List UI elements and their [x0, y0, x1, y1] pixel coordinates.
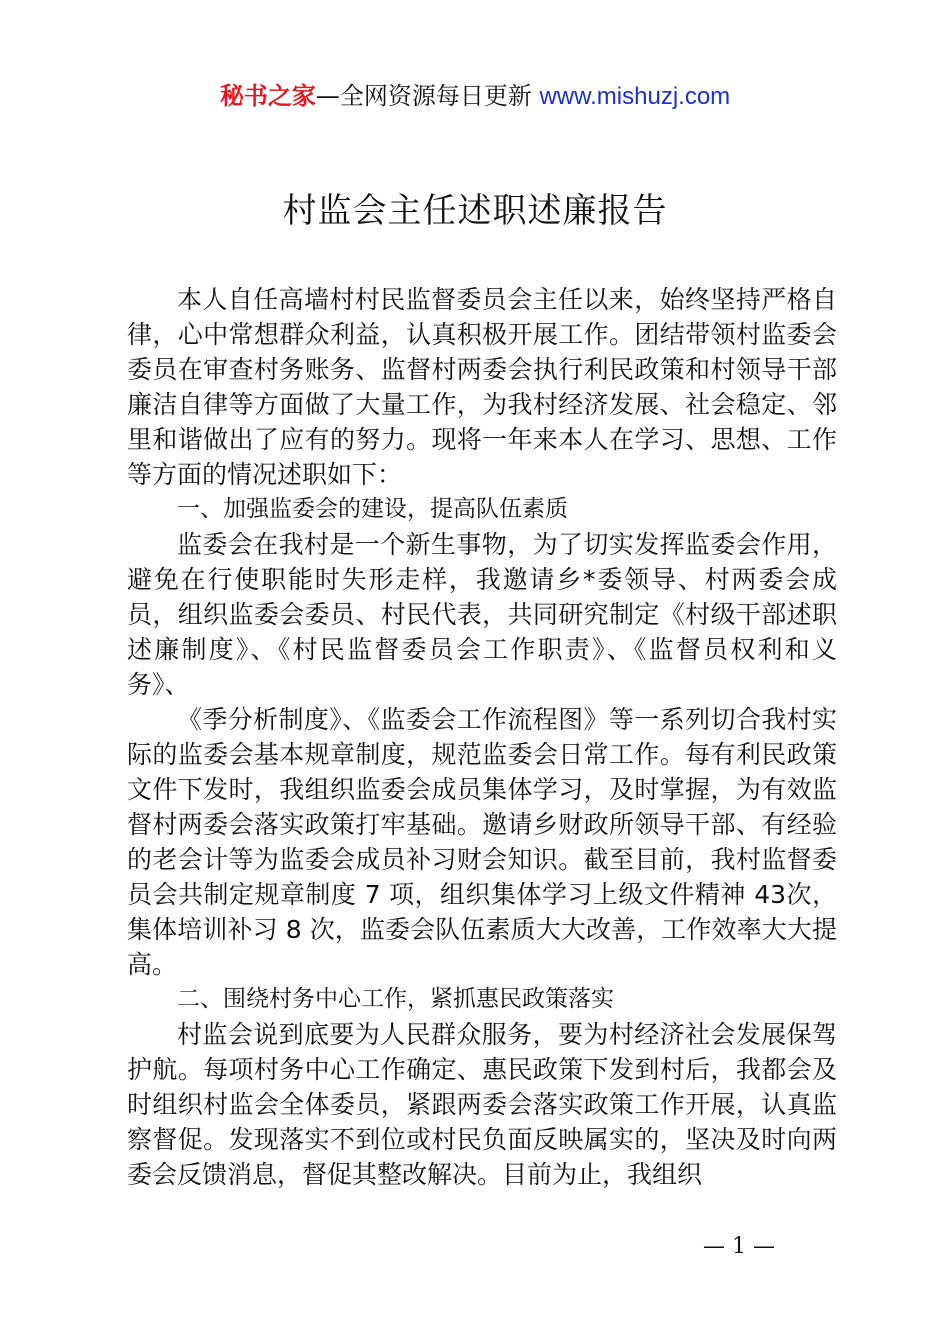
- brand-slogan: —全网资源每日更新: [315, 82, 532, 110]
- brand-name: 秘书之家: [219, 82, 316, 110]
- document-title: 村监会主任述职述廉报告: [282, 191, 668, 231]
- section-2-paragraph: 村监会说到底要为人民群众服务，要为村经济社会发展保驾护航。每项村务中心工作确定、惠民政策下发到村后，我都会及时组织村监会全体委员，紧跟两委会落实政策工作开展，认真监察督促。发现落实不到位或村民负面反映属实的，坚决及时向两委会反馈消息，督促其整改解决。目前为止，我组织: [127, 1020, 837, 1189]
- page-number: — 1 —: [703, 1234, 775, 1259]
- site-banner: [0, 80, 950, 113]
- section-heading-2: 二、围绕村务中心工作，紧抓惠民政策落实: [177, 986, 614, 1012]
- section-1-paragraph-b: 《季分析制度》、《监委会工作流程图》等一系列切合我村实际的监委会基本规章制度，规范监委会日常工作。每有利民政策文件下发时，我组织监委会成员集体学习，及时掌握，为有效监督村两委会落实政策打牢基础。邀请乡财政所领导干部、有经验的老会计等为监委会成员补习财会知识。截至目前，我村监督委员会共制定规章制度 7 项，组织集体学习上级文件精神 43次，集体培训补习 8 次，监委会队伍素质大大改善，工作效率大大提高。: [127, 705, 837, 979]
- document-body: [127, 282, 837, 1192]
- intro-paragraph: 本人自任高墙村村民监督委员会主任以来，始终坚持严格自律，心中常想群众利益，认真积极开展工作。团结带领村监委会委员在审查村务账务、监督村两委会执行利民政策和村领导干部廉洁自律等方面做了大量工作，为我村经济发展、社会稳定、邻里和谐做出了应有的努力。现将一年来本人在学习、思想、工作等方面的情况述职如下：: [127, 285, 837, 489]
- site-url[interactable]: www.mishuzj.com: [539, 83, 731, 110]
- section-1-paragraph-a: 监委会在我村是一个新生事物，为了切实发挥监委会作用，避免在行使职能时失形走样，我邀请乡*委领导、村两委会成员，组织监委会委员、村民代表，共同研究制定《村级干部述职述廉制度》、《村民监督委员会工作职责》、《监督员权利和义务》、: [127, 530, 837, 699]
- section-heading-1: 一、加强监委会的建设，提高队伍素质: [177, 496, 568, 522]
